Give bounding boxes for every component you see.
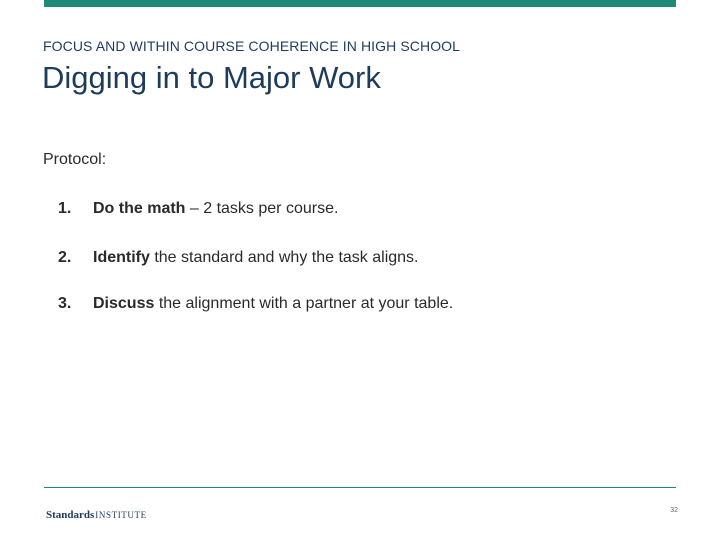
page-number: 32 <box>670 507 678 514</box>
step-lead: Discuss <box>93 295 155 312</box>
protocol-step-2 <box>58 249 419 267</box>
slide-title: Digging in to Major Work <box>42 60 381 95</box>
protocol-step-3 <box>58 295 453 313</box>
step-number: 3. <box>58 295 72 312</box>
logo-subtitle: INSTITUTE <box>95 510 147 520</box>
section-eyebrow: FOCUS AND WITHIN COURSE COHERENCE IN HIGH SCHOOL <box>43 38 461 54</box>
step-lead: Do the math <box>93 200 186 217</box>
step-lead: Identify <box>93 249 150 266</box>
protocol-step-1 <box>58 200 338 218</box>
step-number: 1. <box>58 200 72 217</box>
logo-wordmark: Standards <box>46 509 95 521</box>
step-text: the standard and why the task aligns. <box>149 249 419 266</box>
footer-divider <box>44 487 676 488</box>
step-text: – 2 tasks per course. <box>185 200 339 217</box>
standards-institute-logo <box>46 505 147 523</box>
step-number: 2. <box>58 249 72 266</box>
step-text: the alignment with a partner at your table. <box>154 295 454 312</box>
top-accent-bar <box>44 0 676 7</box>
protocol-label: Protocol: <box>43 151 107 168</box>
